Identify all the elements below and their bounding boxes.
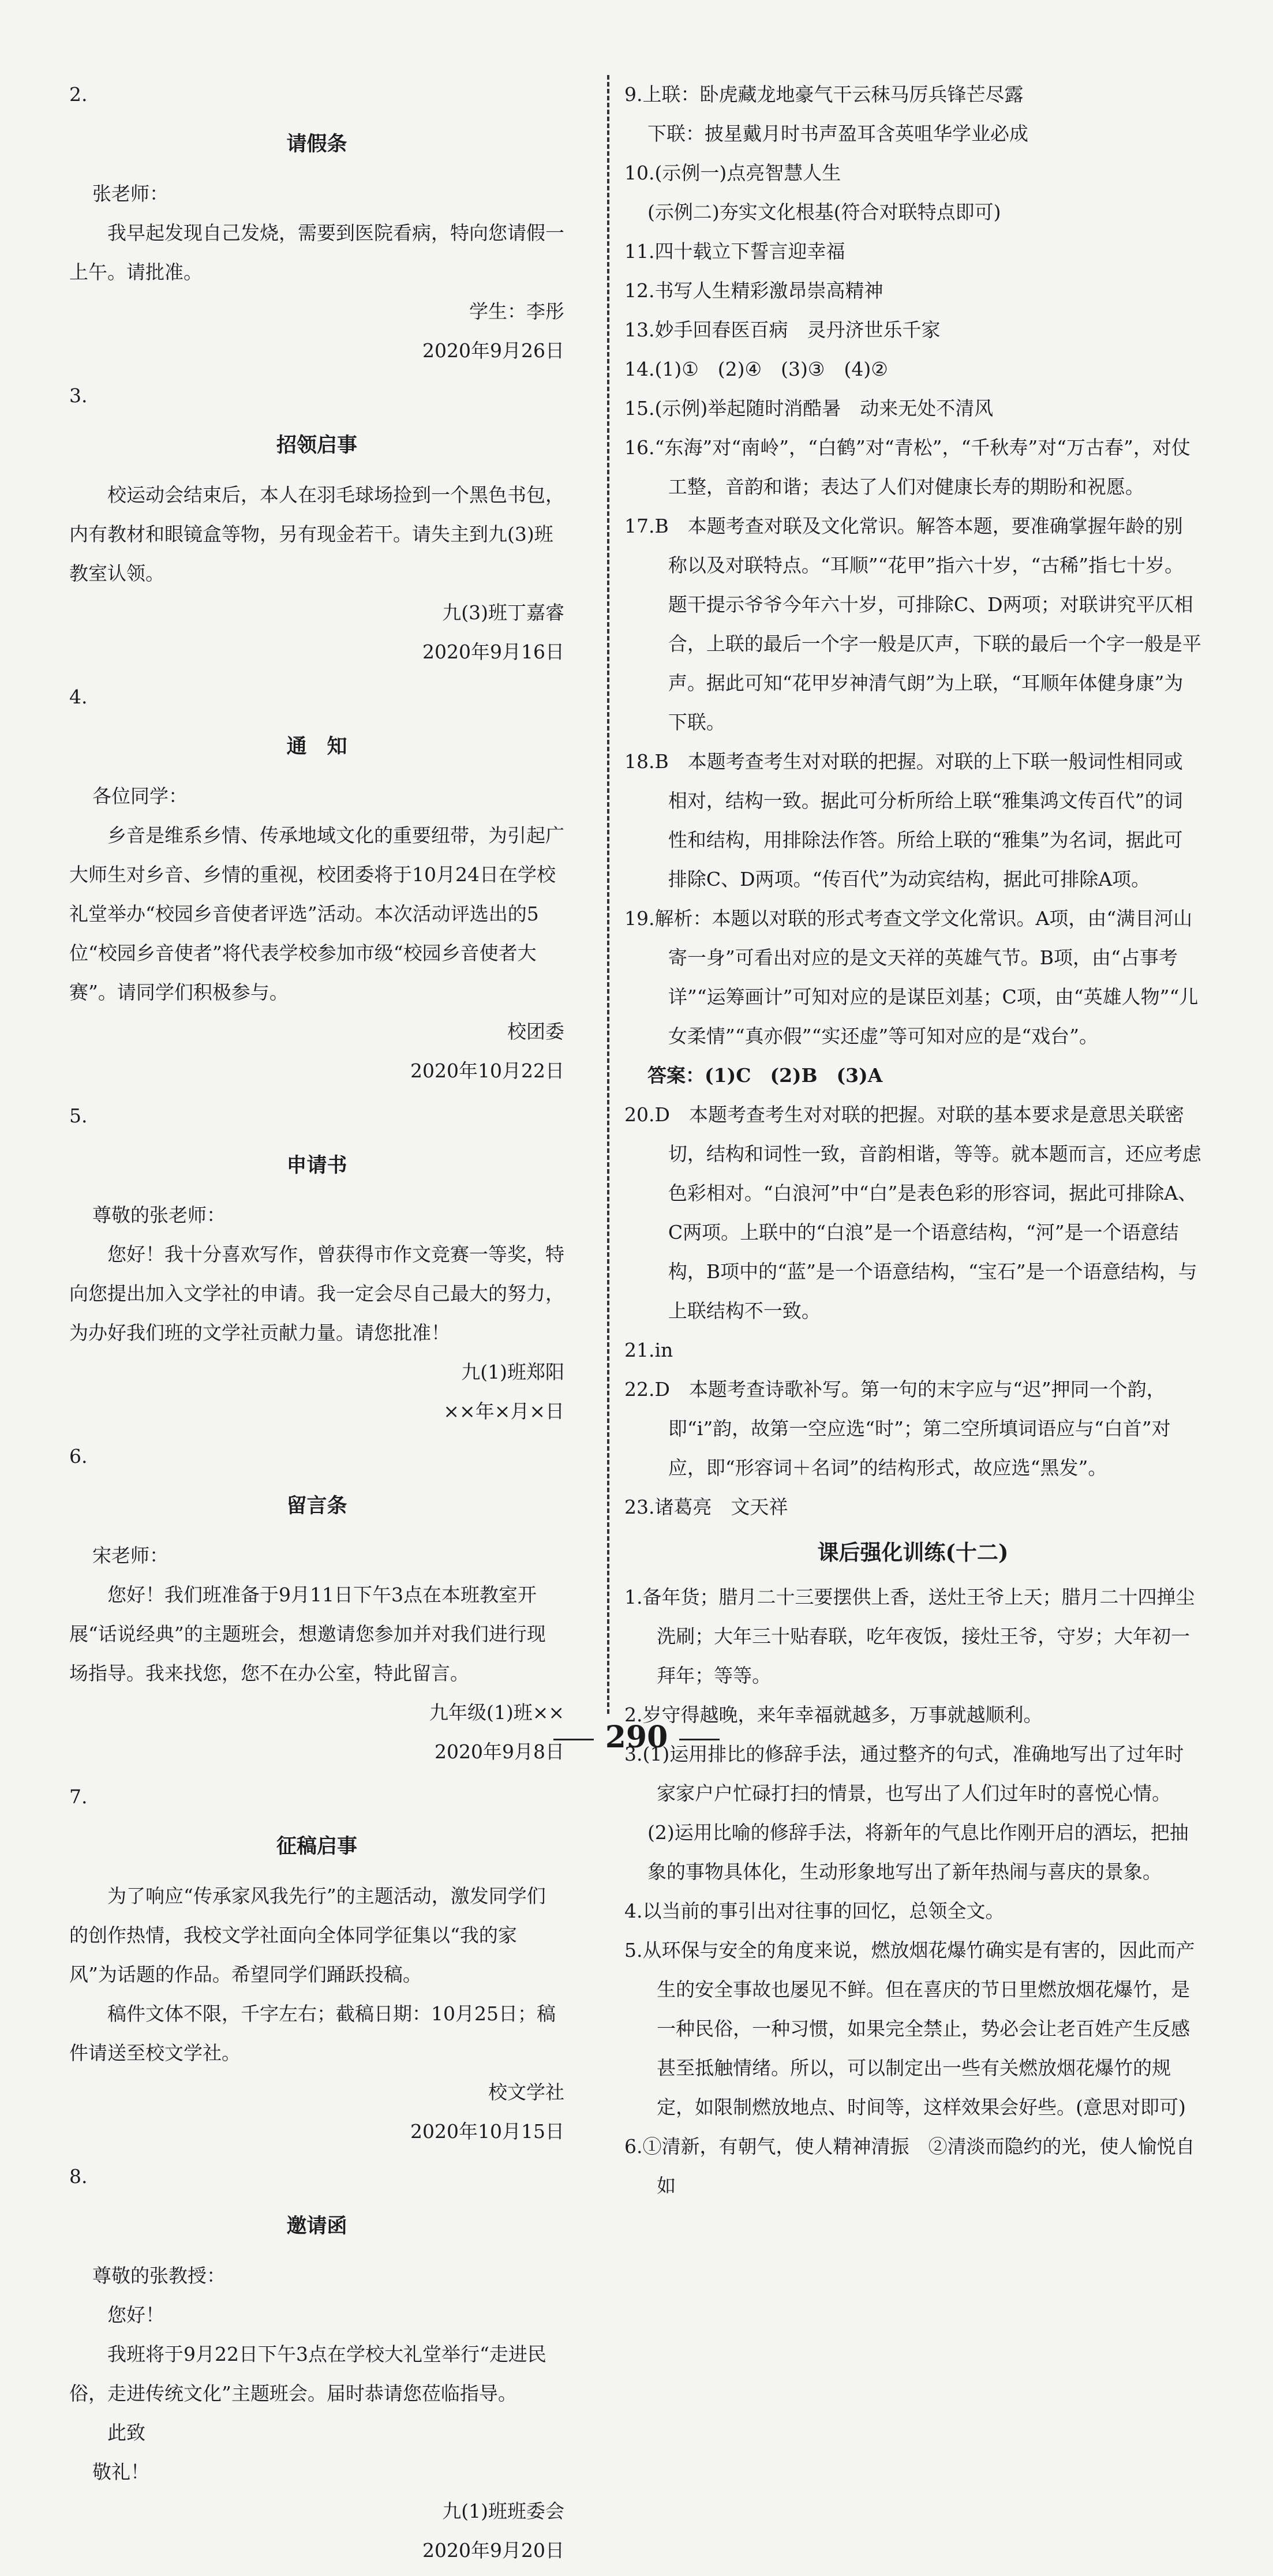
signature-line: ××年×月×日 [443, 1400, 564, 1422]
signature-line: 2020年10月15日 [410, 2120, 564, 2143]
writing-answer-block [69, 1096, 564, 1431]
question-number: 6. [69, 1445, 88, 1467]
signature-line: 九年级(1)班×× [429, 1701, 564, 1724]
notice-title: 通 知 [286, 735, 347, 758]
body-text: 稿件文体不限，千字左右；截稿日期：10月25日；稿件请送至校文学社。 [69, 2002, 556, 2064]
page-number-dash-left [553, 1739, 594, 1740]
answer-item: 18.B 本题考查考生对对联的把握。对联的上下联一般词性相同或相对，结构一致。据此可分析所给上联“雅集鸿文传百代”的词性和结构，用排除法作答。所给上联的“雅集”为名词，据此可排除C、D两项。“传百代”为动宾结构，据此可排除A项。 [624, 750, 1183, 890]
answer-item: 答案：(1)C (2)B (3)A [647, 1064, 883, 1087]
body-text: 校运动会结束后，本人在羽毛球场捡到一个黑色书包，内有教材和眼镜盒等物，另有现金若干。请失主到九(3)班教室认领。 [69, 484, 564, 585]
answer-item: 5.从环保与安全的角度来说，燃放烟花爆竹确实是有害的，因此而产生的安全事故也屡见不鲜。但在喜庆的节日里燃放烟花爆竹，是一种民俗，一种习惯，如果完全禁止，势必会让老百姓产生反感甚至抵触情绪。所以，可以制定出一些有关燃放烟花爆竹的规定，如限制燃放地点、时间等，这样效果会好些。(意思对即可) [624, 1939, 1195, 2118]
answer-item: 4.以当前的事引出对往事的回忆，总领全文。 [624, 1900, 1005, 1922]
question-number: 3. [69, 384, 88, 407]
notice-title: 邀请函 [286, 2214, 347, 2238]
page-number [0, 1720, 1273, 1755]
answer-item: 22.D 本题考查诗歌补写。第一句的末字应与“迟”押同一个韵，即“i”韵，故第一空应选“时”；第二空所填词语应与“白首”对应，即“形容词＋名词”的结构形式，故应选“黑发”。 [624, 1378, 1171, 1479]
body-text: 您好！我十分喜欢写作，曾获得市作文竞赛一等奖，特向您提出加入文学社的申请。我一定会尽自己最大的努力，为办好我们班的文学社贡献力量。请您批准！ [69, 1243, 564, 1344]
signature-line: 九(1)班郑阳 [461, 1361, 564, 1383]
answer-item: 19.解析：本题以对联的形式考查文学文化常识。A项，由“满目河山寄一身”可看出对应的是文天祥的英雄气节。B项，由“占事考详”“运筹画计”可知对应的是谋臣刘基；C项，由“英雄人物”“儿女柔情”“真亦假”“实还虚”等可知对应的是“戏台”。 [624, 907, 1199, 1047]
notice-title: 请假条 [286, 132, 347, 156]
answer-item: 15.(示例)举起随时消酷暑 动来无处不清风 [624, 397, 994, 420]
answer-item: 17.B 本题考查对联及文化常识。解答本题，要准确掌握年龄的别称以及对联特点。“耳顺”“花甲”指六十岁，“古稀”指七十岁。题干提示爷爷今年六十岁，可排除C、D两项；对联讲究平仄相合，上联的最后一个字一般是仄声，下联的最后一个字一般是平声。据此可知“花甲岁神清气朗”为上联，“耳顺年体健身康”为下联。 [624, 515, 1201, 733]
answer-item: 10.(示例一)点亮智慧人生 [624, 162, 841, 184]
answer-item: 2.岁守得越晚，来年幸福就越多，万事就越顺利。 [624, 1703, 1043, 1726]
answer-item: (2)运用比喻的修辞手法，将新年的气息比作刚开启的酒坛，把抽象的事物具体化，生动形象地写出了新年热闹与喜庆的景象。 [647, 1821, 1189, 1883]
notice-title: 申请书 [286, 1154, 347, 1177]
body-text: 您好！ [107, 2304, 164, 2326]
signature-line: 校团委 [507, 1020, 564, 1043]
answer-item: 21.in [624, 1339, 673, 1361]
signature-line: 学生：李彤 [469, 300, 564, 323]
signature-line: 2020年9月16日 [422, 641, 564, 663]
notice-title: 留言条 [286, 1494, 347, 1518]
answer-item: 11.四十载立下誓言迎幸福 [624, 240, 845, 263]
writing-answer-block [69, 75, 564, 370]
page-number-dash-right [679, 1739, 720, 1740]
question-number: 4. [69, 686, 88, 708]
body-text: 我早起发现自己发烧，需要到医院看病，特向您请假一上午。请批准。 [69, 222, 564, 283]
notice-title: 征稿启事 [276, 1834, 357, 1858]
body-text: 为了响应“传承家风我先行”的主题活动，激发同学们的创作热情，我校文学社面向全体同学征集以“我的家风”为话题的作品。希望同学们踊跃投稿。 [69, 1885, 546, 1986]
answer-item: 1.备年货；腊月二十三要摆供上香，送灶王爷上天；腊月二十四掸尘洗刷；大年三十贴春联，吃年夜饭，接灶王爷，守岁；大年初一拜年；等等。 [624, 1586, 1195, 1687]
answer-item: 23.诸葛亮 文天祥 [624, 1496, 788, 1518]
answer-item: 6.①清新，有朝气，使人精神清振 ②清淡而隐约的光，使人愉悦自如 [624, 2135, 1195, 2197]
body-text: 敬礼！ [92, 2461, 149, 2483]
answers-part-1 [624, 75, 1201, 1527]
signature-line: 2020年9月8日 [435, 1740, 564, 1763]
signature-line: 九(1)班班委会 [442, 2500, 564, 2522]
answer-item: 13.妙手回春医百病 灵丹济世乐千家 [624, 319, 941, 341]
answer-item: 14.(1)① (2)④ (3)③ (4)② [624, 358, 888, 380]
question-number: 2. [69, 83, 88, 106]
signature-line: 2020年9月20日 [422, 2539, 564, 2562]
signature-line: 2020年9月26日 [422, 339, 564, 362]
writing-answer-block [69, 677, 564, 1091]
answer-item: 下联：披星戴月时书声盈耳含英咀华学业必成 [647, 122, 1028, 145]
body-text: 张老师： [92, 182, 169, 205]
signature-line: 2020年10月22日 [410, 1059, 564, 1082]
left-column [69, 75, 564, 2576]
answer-item: 16.“东海”对“南岭”，“白鹤”对“青松”，“千秋寿”对“万古春”，对仗工整，音韵和谐；表达了人们对健康长寿的期盼和祝愿。 [624, 436, 1190, 498]
section-title: 课后强化训练(十二) [817, 1540, 1009, 1565]
question-number: 8. [69, 2165, 88, 2188]
page-number-text: 290 [605, 1720, 668, 1755]
signature-line: 九(3)班丁嘉睿 [442, 601, 564, 624]
question-number: 7. [69, 1785, 88, 1808]
body-text: 尊敬的张老师： [92, 1204, 226, 1226]
answer-item: (示例二)夯实文化根基(符合对联特点即可) [647, 201, 1001, 223]
writing-answer-block [69, 1777, 564, 2151]
column-divider [607, 75, 609, 1714]
notice-title: 招领启事 [276, 433, 357, 457]
answers-part-2 [624, 1578, 1201, 2206]
body-text: 宋老师： [92, 1544, 169, 1567]
body-text: 我班将于9月22日下午3点在学校大礼堂举行“走进民俗，走进传统文化”主题班会。届时恭请您莅临指导。 [69, 2343, 546, 2405]
body-text: 您好！我们班准备于9月11日下午3点在本班教室开展“话说经典”的主题班会，想邀请您参加并对我们进行现场指导。我来找您，您不在办公室，特此留言。 [69, 1583, 546, 1684]
answer-item: 12.书写人生精彩激昂崇高精神 [624, 279, 883, 302]
body-text: 乡音是维系乡情、传承地域文化的重要纽带，为引起广大师生对乡音、乡情的重视，校团委将于10月24日在学校礼堂举办“校园乡音使者评选”活动。本次活动评选出的5位“校园乡音使者”将代表学校参加市级“校园乡音使者大赛”。请同学们积极参与。 [69, 824, 564, 1004]
answer-item: 9.上联：卧虎藏龙地豪气干云秣马厉兵锋芒尽露 [624, 83, 1024, 106]
answer-item: 3.(1)运用排比的修辞手法，通过整齐的句式，准确地写出了过年时家家户户忙碌打扫的情景，也写出了人们过年时的喜悦心情。 [624, 1743, 1184, 1804]
signature-line: 校文学社 [488, 2081, 564, 2103]
question-number: 5. [69, 1104, 88, 1127]
body-text: 尊敬的张教授： [92, 2264, 226, 2287]
right-column [624, 75, 1201, 2206]
body-text: 各位同学： [92, 785, 188, 807]
writing-answer-block [69, 2157, 564, 2570]
writing-answer-block [69, 376, 564, 672]
body-text: 此致 [107, 2421, 145, 2444]
answer-item: 20.D 本题考查考生对对联的把握。对联的基本要求是意思关联密切，结构和词性一致，音韵相谐，等等。就本题而言，还应考虑色彩相对。“白浪河”中“白”是表色彩的形容词，据此可排除A、C两项。上联中的“白浪”是一个语意结构，“河”是一个语意结构，B项中的“蓝”是一个语意结构，“宝石”是一个语意结构，与上联结构不一致。 [624, 1103, 1201, 1322]
